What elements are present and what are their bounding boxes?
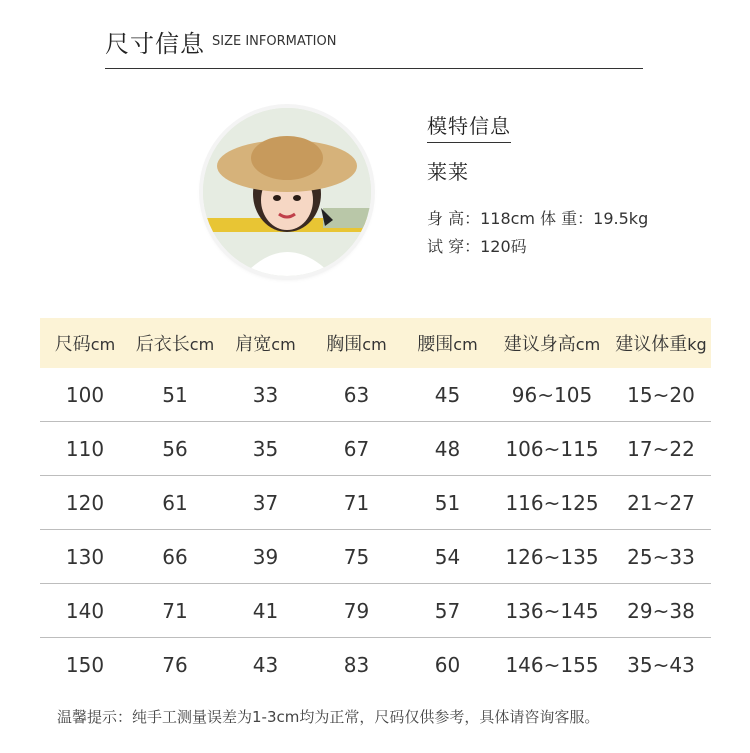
- model-photo: [203, 108, 371, 276]
- column-header: 胸围cm: [326, 334, 387, 355]
- table-row: [40, 530, 711, 584]
- table-cell: 57: [434, 598, 461, 623]
- table-cell: 71: [343, 490, 370, 515]
- table-cell: 67: [343, 436, 370, 461]
- table-cell: 51: [162, 382, 188, 407]
- table-cell: 130: [65, 544, 105, 569]
- table-cell: 110: [65, 436, 105, 461]
- table-cell: 76: [162, 652, 188, 677]
- column-header: 肩宽cm: [235, 334, 296, 355]
- model-name: 莱莱: [427, 160, 469, 184]
- table-cell: 63: [343, 382, 370, 407]
- table-cell: 51: [434, 490, 461, 515]
- table-cell: 140: [65, 598, 105, 623]
- table-cell: 150: [65, 652, 105, 677]
- table-cell: 136~145: [505, 598, 599, 623]
- tip-text: 温馨提示：纯手工测量误差为1-3cm均为正常，尺码仅供参考，具体请咨询客服。: [57, 708, 600, 726]
- table-cell: 116~125: [505, 490, 599, 515]
- table-row: [40, 584, 711, 638]
- table-row: [40, 422, 711, 476]
- table-cell: 60: [434, 652, 461, 677]
- table-cell: 35~43: [627, 652, 695, 677]
- table-cell: 25~33: [627, 544, 695, 569]
- column-header: 后衣长cm: [135, 334, 215, 355]
- table-cell: 15~20: [627, 382, 695, 407]
- table-cell: 106~115: [505, 436, 599, 461]
- table-row: [40, 368, 711, 422]
- table-cell: 83: [343, 652, 370, 677]
- table-cell: 146~155: [505, 652, 599, 677]
- table-row: [40, 638, 711, 691]
- model-try-on-size: 试 穿：120码: [427, 237, 527, 256]
- table-cell: 126~135: [505, 544, 599, 569]
- section-title: 尺寸信息: [105, 30, 205, 58]
- table-cell: 66: [162, 544, 188, 569]
- table-body: [40, 368, 711, 691]
- section-header: [105, 22, 643, 69]
- table-cell: 120: [65, 490, 105, 515]
- column-header: 建议体重kg: [615, 334, 707, 355]
- model-info-title: 模特信息: [427, 110, 511, 143]
- table-cell: 43: [252, 652, 279, 677]
- table-cell: 41: [252, 598, 279, 623]
- column-header: 尺码cm: [54, 334, 116, 355]
- table-cell: 37: [252, 490, 279, 515]
- size-table: [40, 318, 711, 691]
- table-cell: 48: [434, 436, 461, 461]
- column-header: 建议身高cm: [503, 334, 601, 355]
- table-cell: 29~38: [627, 598, 695, 623]
- table-cell: 17~22: [627, 436, 695, 461]
- table-cell: 33: [252, 382, 279, 407]
- table-cell: 100: [65, 382, 105, 407]
- table-cell: 21~27: [627, 490, 695, 515]
- table-cell: 45: [434, 382, 461, 407]
- table-cell: 71: [162, 598, 188, 623]
- table-cell: 61: [162, 490, 188, 515]
- column-header: 腰围cm: [417, 334, 478, 355]
- table-cell: 79: [343, 598, 370, 623]
- section-subtitle: SIZE INFORMATION: [212, 34, 337, 49]
- table-cell: 39: [252, 544, 279, 569]
- model-height-weight: 身 高：118cm 体 重：19.5kg: [427, 209, 649, 228]
- table-cell: 75: [343, 544, 370, 569]
- table-cell: 96~105: [511, 382, 593, 407]
- table-cell: 54: [434, 544, 461, 569]
- table-cell: 35: [252, 436, 279, 461]
- table-row: [40, 476, 711, 530]
- table-cell: 56: [162, 436, 188, 461]
- table-header-row: [40, 318, 711, 368]
